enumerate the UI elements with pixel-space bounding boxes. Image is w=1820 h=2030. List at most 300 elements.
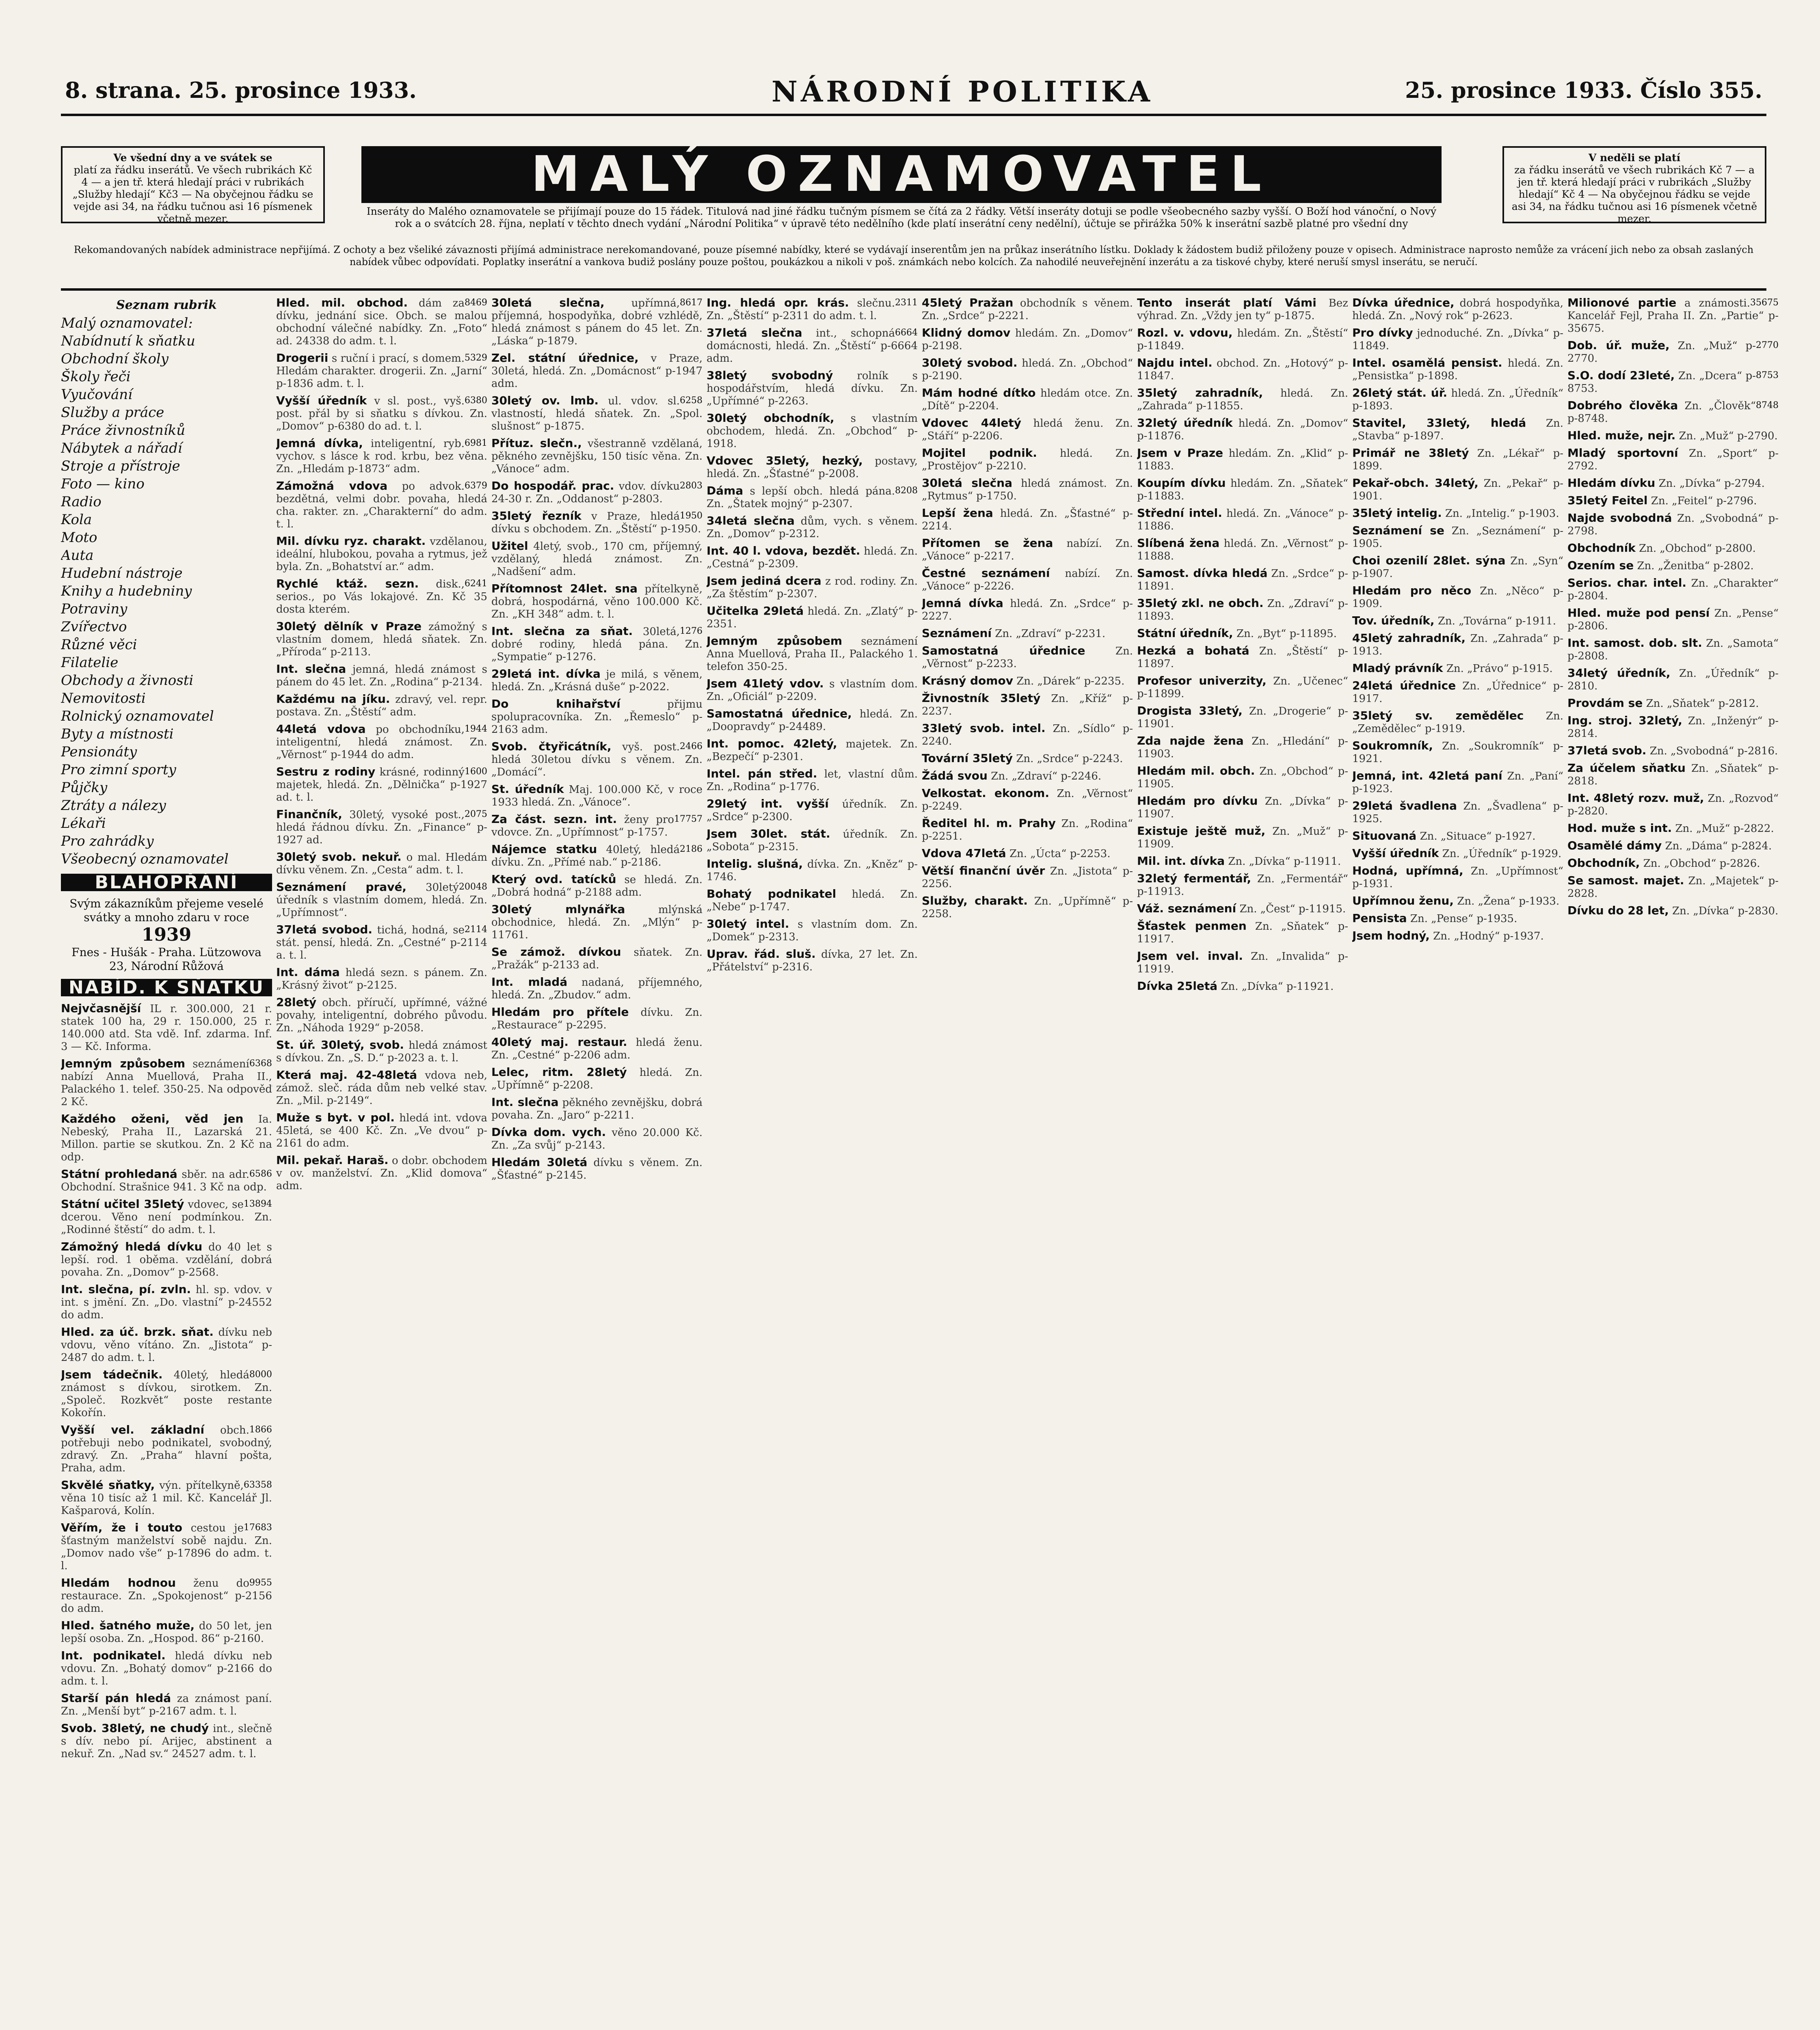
- classified-ad: [61, 1368, 272, 1419]
- classified-ad: [1567, 857, 1779, 870]
- ad-headline: Pro dívky: [1352, 326, 1413, 339]
- classified-ad: [276, 577, 487, 616]
- section-banner: MALÝ OZNAMOVATEL: [361, 146, 1442, 203]
- ad-text: vdova neb, zámož. sleč. ráda dům neb velké stav. Zn. „Mil. p-2149“.: [276, 1069, 487, 1107]
- page-header: [61, 69, 1766, 114]
- ad-text: 30letý, vysoké post., hledá řádnou dívku. Zn. „Finance“ p-1927 ad.: [276, 809, 487, 846]
- classified-ad: [707, 737, 918, 763]
- ad-text: hledá. Zn. „Úředník“ p-1893.: [1352, 387, 1563, 412]
- ad-headline: 35letý sv. zemědělec: [1352, 709, 1524, 722]
- left-box-title: Ve všední dny a ve svátek se: [113, 152, 272, 164]
- ad-text: hledám. Zn. „Sňatek“ p-11883.: [1137, 477, 1348, 502]
- ad-headline: Hledám dívku: [1567, 476, 1656, 490]
- ad-headline: Státní učitel 35letý: [61, 1197, 184, 1211]
- ad-text: Zn. „Muž“ p-11909.: [1137, 825, 1348, 850]
- ad-text: 30letý úředník s vlastním domem, hledá. Zn. „Upřímnost“.: [276, 881, 487, 919]
- ad-text: Zn. „Muž“ p-2790.: [1679, 430, 1778, 442]
- classified-ad: [922, 627, 1133, 640]
- classified-ad: [1137, 326, 1348, 352]
- classified-ad: [491, 1096, 702, 1122]
- ad-headline: Za účelem sňatku: [1567, 761, 1686, 775]
- ad-text: Zn. „Dívka“ p-2830.: [1672, 905, 1779, 917]
- classified-ad: [1352, 507, 1563, 520]
- ad-headline: 28letý: [276, 996, 317, 1009]
- classified-ad: [1137, 764, 1348, 790]
- classified-ad: [1352, 912, 1563, 925]
- ad-text: Zn. „Drogerie“ p-11901.: [1137, 705, 1348, 730]
- classified-ad: [1137, 644, 1348, 670]
- ad-headline: Vyšší úředník: [276, 394, 367, 407]
- ad-text: Zn. „Paní“ p-1923.: [1352, 770, 1563, 795]
- ad-text: hledá dívku neb vdovu. Zn. „Bohatý domov“ p-2166 do adm. t. l.: [61, 1650, 272, 1687]
- ad-headline: Státní úředník,: [1137, 626, 1233, 640]
- ad-headline: Přítomnost 24let. sna: [491, 582, 638, 595]
- ad-text: mlýnská obchodnice, hledá. Zn. „Mlýn“ p-11761.: [491, 904, 702, 941]
- ad-number: 6241: [465, 579, 487, 589]
- classified-ad: [1567, 369, 1779, 395]
- ad-column-2: [276, 296, 487, 2030]
- ad-headline: Za část. sezn. int.: [491, 812, 617, 826]
- classified-ad: [1567, 714, 1779, 740]
- ad-headline: Hledám hodnou: [61, 1576, 176, 1589]
- ad-text: výn. přítelkyně, věna 10 tisíc až 1 mil. Kč. Kancelář Jl. Kašparová, Kolín.: [61, 1479, 272, 1517]
- classified-ad: [61, 1423, 272, 1475]
- classified-ad: [491, 698, 702, 736]
- ad-headline: Každého oženi, věd jen: [61, 1112, 244, 1125]
- classified-ad: [707, 544, 918, 570]
- ad-headline: 38letý svobodný: [707, 369, 833, 382]
- rubric-item: Pro zahrádky: [61, 833, 154, 849]
- rubric-item: Potraviny: [61, 601, 128, 617]
- classified-ad: [922, 864, 1133, 890]
- classified-ad: [1567, 744, 1779, 758]
- rubric-item: Obchody a živnosti: [61, 672, 194, 689]
- ad-headline: 35letý zkl. ne obch.: [1137, 596, 1264, 610]
- ad-text: Zn. „Dívka“ p-11911.: [1228, 855, 1341, 868]
- ad-number: 6368: [249, 1058, 272, 1069]
- classified-ad: [922, 769, 1133, 783]
- ad-headline: Int. 48letý rozv. muž,: [1567, 791, 1704, 805]
- ad-text: vyš. post. hledá 30letou dívku s věnem. Zn. „Domácí“.: [491, 741, 702, 778]
- ad-text: hledá. Zn. „Pensistka“ p-1898.: [1352, 357, 1563, 382]
- ad-text: s vlastním dom. Zn. „Domek“ p-2313.: [707, 918, 918, 943]
- ad-column-1: [61, 296, 272, 2030]
- ad-text: za známost paní. Zn. „Menší byt“ p-2167 adm. t. l.: [61, 1693, 272, 1717]
- ad-text: hledá známost. Zn. „Rytmus“ p-1750.: [922, 477, 1133, 502]
- ad-text: Bez výhrad. Zn. „Vždy jen ty“ p-1875.: [1137, 297, 1348, 322]
- ad-headline: Velkostat. ekonom.: [922, 786, 1049, 800]
- ad-number: 6258: [680, 395, 702, 406]
- classified-ad: [707, 767, 918, 793]
- classified-ad: [707, 918, 918, 944]
- classified-ad: [922, 387, 1133, 412]
- ad-text: hledá. Zn. „Obchod“ p-2190.: [922, 357, 1133, 382]
- ad-headline: Tento inserát platí Vámi: [1137, 296, 1316, 309]
- rubric-item: Obchodní školy: [61, 351, 169, 367]
- ad-number: 8617: [680, 298, 702, 308]
- ad-text: Zn. „Dcera“ p-8753.: [1567, 370, 1756, 395]
- ad-headline: Int. mladá: [491, 975, 568, 989]
- classified-ad: [707, 574, 918, 600]
- ad-headline: Jsem vel. inval.: [1137, 949, 1243, 963]
- ad-headline: Klidný domov: [922, 326, 1011, 339]
- ad-text: Zn. „Srdce“ p-2243.: [1016, 753, 1123, 765]
- classified-ad: [1567, 839, 1779, 853]
- ad-text: Zn. „Zahrada“ p-1913.: [1352, 633, 1563, 657]
- classified-ad: [491, 903, 702, 942]
- ad-text: Zn. „Invalida“ p-11919.: [1137, 950, 1348, 975]
- classified-ad: [276, 296, 487, 348]
- classified-ad: [707, 412, 918, 450]
- ad-headline: Zel. státní úřednice,: [491, 351, 639, 365]
- classified-ad: [1567, 792, 1779, 818]
- classified-ad: [491, 1066, 702, 1092]
- classified-ad: [61, 1283, 272, 1322]
- newspaper-title: NÁRODNÍ POLITIKA: [772, 75, 1153, 108]
- newspaper-page: [61, 69, 1779, 2030]
- classified-ad: [491, 946, 702, 972]
- ad-text: Zn. „Hledání“ p-11903.: [1137, 735, 1348, 760]
- ad-text: hledá. Zn. „Domov“ p-11876.: [1137, 417, 1348, 442]
- ad-headline: Jsem 41letý vdov.: [707, 677, 824, 690]
- ad-text: Zn. „Zdraví“ p-2231.: [995, 628, 1106, 640]
- ad-text: pěkného zevnějšku, dobrá povaha. Zn. „Jaro“ p-2211.: [491, 1097, 702, 1121]
- classified-ad: [922, 417, 1133, 443]
- classified-ad: [491, 667, 702, 693]
- left-price-box: [61, 146, 325, 223]
- classified-ad: [1352, 739, 1563, 765]
- classified-ad: [922, 507, 1133, 533]
- ad-text: o dobr. obchodem v ov. manželství. Zn. „Klid domova“ adm.: [276, 1155, 487, 1192]
- ad-number: 2311: [895, 298, 918, 308]
- ad-headline: Finančník,: [276, 808, 342, 821]
- ad-text: 40letý, hledá známost s dívkou, sirotkem. Zn. „Společ. Rozkvět“ poste restante Kokořín.: [61, 1369, 272, 1419]
- right-box-text: za řádku inserátů ve všech rubrikách Kč 7 — a jen tř. která hledají práci v rubrikách „Služby hledají“ Kč 4 — Na obyčejnou řádku se vejde asi 34, na řádku tučnou asi 16 písmenek včetně mezer.: [1511, 164, 1757, 225]
- ad-text: hledá. Zn. „Zlatý“ p-2351.: [707, 605, 918, 630]
- ad-text: nadaná, příjemného, hledá. Zn. „Zbudov.“ adm.: [491, 976, 702, 1001]
- ad-text: Zn. „Syn“ p-1907.: [1352, 555, 1563, 580]
- ad-text: do 40 let s lepší. rod. 1 oběma. vzdělání, dobrá povaha. Zn. „Domov“ p-2568.: [61, 1241, 272, 1278]
- rubric-item: Pensionáty: [61, 744, 137, 760]
- ad-text: ul. vdov. sl. vlastností, hledá sňatek. Zn. „Spol. slušnost“ p-1875.: [491, 395, 702, 432]
- ad-headline: 30letý svob. nekuř.: [276, 850, 402, 864]
- ad-text: Zn. „Inženýr“ p-2814.: [1567, 715, 1779, 740]
- ad-text: všestranně vzdělaná, pěkného zevnějšku, 150 tisíc věna. Zn. „Vánoce“ adm.: [491, 438, 702, 475]
- classified-ad: [1137, 627, 1348, 640]
- left-box-text: platí za řádku inserátů. Ve všech rubrikách Kč 4 — a jen tř. která hledají práci v rubrikách „Služby hledají“ Kč3 — Na obyčejnou řádku se vejde asi 34, na řádku tučnou asi 16 písmenek včetně mezer.: [72, 164, 313, 225]
- classified-ad: [491, 510, 702, 536]
- classified-ad: [1352, 387, 1563, 412]
- rubric-item: Foto — kino: [61, 476, 145, 492]
- ad-headline: Lepší žena: [922, 506, 993, 520]
- ad-text: s ruční i prací, s domem. Hledám charakter. drogerii. Zn. „Jarní“ p-1836 adm. t. l.: [276, 352, 487, 390]
- ad-headline: Samostatná úřednice: [922, 644, 1085, 657]
- classified-ad: [1352, 864, 1563, 890]
- rubric-item: Půjčky: [61, 780, 108, 796]
- ad-headline: 35letý řezník: [491, 509, 581, 523]
- ad-text: Zn. „Pense“ p-1935.: [1410, 913, 1517, 925]
- ad-text: ženy pro vdovce. Zn. „Upřímnost“ p-1757.: [491, 814, 674, 838]
- ad-text: Zn. „Muž“ p-2822.: [1675, 823, 1774, 835]
- ad-headline: Vdovec 44letý: [922, 416, 1021, 430]
- classified-ad: [1352, 632, 1563, 658]
- ad-headline: Služby, charakt.: [922, 894, 1028, 907]
- ad-number: 8469: [465, 298, 487, 308]
- ad-headline: Ing. stroj. 32letý,: [1567, 714, 1682, 727]
- ad-text: Zn. „Obchod“ p-11905.: [1137, 765, 1348, 790]
- ad-text: Zn. „Úředník“ p-1929.: [1442, 848, 1562, 860]
- ad-column-4: [707, 296, 918, 2030]
- ad-number: 1950: [680, 511, 702, 521]
- classified-ad: [1352, 709, 1563, 735]
- classified-ad: [1137, 674, 1348, 700]
- ad-headline: 35letý Feitel: [1567, 494, 1648, 507]
- ad-headline: Samost. dívka hledá: [1137, 566, 1268, 580]
- ad-number: 6380: [465, 395, 487, 406]
- ad-headline: Jemná, int. 42letá paní: [1352, 769, 1502, 782]
- classified-ad: [707, 707, 918, 733]
- ad-headline: Do hospodář. prac.: [491, 479, 614, 492]
- ad-headline: Hledám 30letá: [491, 1155, 588, 1169]
- classified-ad: [1352, 356, 1563, 382]
- ad-text: Zn. „Továrna“ p-1911.: [1437, 615, 1556, 627]
- rubric-item: Nemovitosti: [61, 690, 146, 706]
- ad-headline: 40letý maj. restaur.: [491, 1035, 627, 1049]
- ad-text: Zn. „Stavba“ p-1897.: [1352, 417, 1563, 442]
- ad-text: Zn. „Muž“ p-2770.: [1567, 340, 1756, 365]
- ad-text: Zn. „Majetek“ p-2828.: [1567, 875, 1779, 900]
- classified-ad: [491, 352, 702, 390]
- ad-number: 35675: [1750, 298, 1779, 308]
- ad-headline: Hezká a bohatá: [1137, 644, 1249, 657]
- rubric-item: Nábytek a nářadí: [61, 440, 182, 456]
- classified-ad: [276, 723, 487, 761]
- ad-text: hledá. Zn. „Šťastné“ p-2214.: [922, 508, 1133, 532]
- classified-ad: [1137, 296, 1348, 322]
- ad-headline: Koupím dívku: [1137, 476, 1226, 490]
- banner-subtitle: Inseráty do Malého oznamovatele se přijímají pouze do 15 řádek. Titulová nad jiné řádku tučným písmem se čítá za 2 řádky. Větší inseráty dotuji se podle všeobecného sazby vyšší. O Boží hod vánoční, o Nový rok a o svátcích 28. října, neplatí v těchto dnech vydání „Národní Politika“ v úpravě této nedělního (kde platí inserátní ceny nedělní), účtuje se přirážka 50% k inserátní sazbě platné pro všední dny: [366, 205, 1437, 229]
- ad-headline: Dívka 25letá: [1137, 979, 1218, 993]
- classified-ad: [491, 1156, 702, 1182]
- ad-number: 8748: [1756, 400, 1779, 410]
- classified-ad: [1352, 614, 1563, 628]
- ad-text: Zn. „Člověk“ p-8748.: [1567, 400, 1756, 425]
- classified-ad: [491, 740, 702, 779]
- ad-text: Zn. „Rozvod“ p-2820.: [1567, 793, 1779, 817]
- ad-text: a známosti. Kancelář Fejl, Praha II. Zn. „Partie“ p-35675.: [1567, 297, 1779, 335]
- ad-text: hledá. Zn. „Cestná“ p-2309.: [707, 545, 918, 570]
- ad-headline: Vdova 47letá: [922, 847, 1006, 860]
- ad-text: Zn. „Svobodná“ p-2816.: [1649, 745, 1778, 757]
- ad-headline: Dívku do 28 let,: [1567, 904, 1669, 917]
- ad-headline: Každému na jíku.: [276, 692, 390, 706]
- classified-ad: [61, 1619, 272, 1645]
- ad-headline: Int. dáma: [276, 965, 340, 979]
- classified-ad: [1567, 667, 1779, 693]
- classified-ad: [1352, 769, 1563, 795]
- right-box-title: V neděli se platí: [1588, 152, 1681, 164]
- ad-text: Zn. „Sport“ p-2792.: [1567, 447, 1779, 472]
- ad-text: Zn. „Štěstí“ p-11897.: [1137, 645, 1348, 670]
- ad-text: hledá. Zn. „Zahrada“ p-11855.: [1137, 387, 1348, 412]
- ad-headline: Mám hodné dítko: [922, 386, 1036, 400]
- classified-ad: [1352, 799, 1563, 825]
- classified-ad: [1352, 584, 1563, 610]
- classified-ad: [491, 1006, 702, 1032]
- ad-text: hledá. Zn. „Prostějov“ p-2210.: [922, 447, 1133, 472]
- ad-headline: Větší finanční úvěr: [922, 864, 1045, 877]
- ad-column-8: [1567, 296, 1779, 2030]
- ad-text: hledá ženu. Zn. „Stáří“ p-2206.: [922, 417, 1133, 442]
- ad-headline: Intelig. slušná,: [707, 857, 803, 870]
- ad-text: Zn. „Něco“ p-1909.: [1352, 585, 1563, 610]
- classified-ad: [276, 1154, 487, 1192]
- ad-text: Zn. „Zdraví“ p-11893.: [1137, 598, 1348, 622]
- ad-headline: Mladý sportovní: [1567, 446, 1678, 460]
- ad-headline: Vyšší vel. základní: [61, 1423, 205, 1436]
- classified-ad: [1352, 847, 1563, 860]
- ad-number: 13894: [244, 1199, 272, 1209]
- ad-text: v Praze, hledá dívku s obchodem. Zn. „Štěstí“ p-1950.: [491, 510, 701, 535]
- ad-headline: Najdu intel.: [1137, 356, 1213, 369]
- classified-ad: [1137, 825, 1348, 851]
- ad-text: hledám. Zn. „Štěstí“ p-11849.: [1137, 327, 1348, 352]
- ad-text: Zn. „Sňatek“ p-11917.: [1137, 920, 1348, 945]
- ad-headline: Jsem hodný,: [1352, 929, 1430, 942]
- ad-headline: Zámožná vdova: [276, 479, 388, 492]
- greeting-sign: Fnes - Hušák - Praha. Lützowova 23, Národní Růžová: [71, 946, 262, 973]
- rubric-index: [61, 296, 272, 868]
- ad-headline: Ing. hledá opr. krás.: [707, 296, 849, 309]
- ad-column-5: [922, 296, 1133, 2030]
- ad-text: Ia. Nebeský, Praha II., Lazarská 21. Millon. partie se skutkou. Zn. 2 Kč na odp.: [61, 1113, 272, 1163]
- ad-text: s vlastním obchodem, hledá. Zn. „Obchod“ p-1918.: [707, 412, 918, 450]
- ad-text: Zn. „Učenec“ p-11899.: [1137, 675, 1348, 700]
- ad-number: 1866: [249, 1425, 272, 1435]
- ad-headline: Jsem 30let. stát.: [707, 827, 830, 840]
- ad-headline: 37letá svob.: [1567, 744, 1647, 757]
- classified-ad: [707, 484, 918, 510]
- ad-text: po advok. bezdětná, velmi dobr. povaha, hledá cha. rakter. zn. „Charakterní“ do adm. t. l.: [276, 480, 487, 530]
- ad-text: 4letý, svob., 170 cm, příjemný, vzdělaný, hledá známost. Zn. „Nadšení“ adm.: [491, 540, 702, 578]
- ad-headline: Stavitel, 33letý, hledá: [1352, 416, 1526, 430]
- ad-headline: 32letý fermentář,: [1137, 872, 1252, 885]
- ad-text: dívku s věnem. Zn. „Šťastné“ p-2145.: [491, 1157, 702, 1181]
- rubric-item: Rolnický oznamovatel: [61, 708, 214, 724]
- ad-headline: Hledám mil. obch.: [1137, 764, 1255, 777]
- ad-headline: Hod. muže s int.: [1567, 821, 1672, 835]
- classified-ad: [61, 1168, 272, 1194]
- ad-text: hledá. Zn. „Vánoce“ p-11886.: [1137, 508, 1348, 532]
- ad-text: Zn. „Jistota“ p-2256.: [922, 865, 1133, 890]
- rubric-index-title: Seznam rubrik: [116, 298, 217, 312]
- ad-number: 63358: [244, 1480, 272, 1490]
- classified-ad: [491, 582, 702, 621]
- ad-text: int., slečně s dív. nebo pí. Arijec, abstinent a nekuř. Zn. „Nad sv.“ 24527 adm. t. l.: [61, 1723, 272, 1760]
- ad-text: Zn. „Žena“ p-1933.: [1457, 895, 1560, 907]
- ad-headline: 35letý intelig.: [1352, 506, 1442, 520]
- ad-text: Zn. „Švadlena“ p-1925.: [1352, 800, 1563, 825]
- classified-ad: [1137, 704, 1348, 730]
- ad-headline: Dívka dom. vych.: [491, 1125, 606, 1139]
- ad-headline: 24letá úřednice: [1352, 679, 1456, 692]
- ad-text: Zn. „Zemědělec“ p-1919.: [1352, 710, 1563, 735]
- ad-headline: Čestné seznámení: [922, 566, 1050, 580]
- classified-ad: [61, 1326, 272, 1364]
- ad-headline: 30letý svobod.: [922, 356, 1018, 369]
- ad-headline: Hled. šatného muže,: [61, 1619, 195, 1632]
- classified-ad: [276, 479, 487, 531]
- ad-text: Zn. „Ženitba“ p-2802.: [1637, 560, 1754, 572]
- ad-text: Zn. „Situace“ p-1927.: [1420, 830, 1536, 842]
- classified-ad: [1137, 537, 1348, 563]
- ad-headline: 26letý stát. úř.: [1352, 386, 1448, 400]
- classified-ad: [1137, 387, 1348, 412]
- ad-text: se hledá. Zn. „Dobrá hodná“ p-2188 adm.: [491, 874, 702, 898]
- classified-ad: [1567, 822, 1779, 835]
- ad-text: vdov. dívku 24-30 r. Zn. „Oddanost“ p-2803.: [491, 480, 680, 505]
- ad-headline: Rychlé ktáž. sezn.: [276, 577, 419, 590]
- classified-ad: [276, 923, 487, 962]
- ad-text: Zn. „Srdce“ p-11891.: [1137, 568, 1348, 592]
- ad-headline: Krásný domov: [922, 674, 1013, 687]
- ad-text: dívka. Zn. „Kněz“ p-1746.: [707, 858, 918, 883]
- rubric-item: Hudební nástroje: [61, 565, 183, 581]
- classified-ad: [276, 1111, 487, 1150]
- ad-headline: Dívka úřednice,: [1352, 296, 1455, 309]
- classified-ad: [1567, 697, 1779, 710]
- right-price-box: [1502, 146, 1766, 223]
- classified-ad: [922, 692, 1133, 718]
- ad-headline: Intel. osamělá pensist.: [1352, 356, 1502, 369]
- ad-headline: Soukromník,: [1352, 739, 1433, 752]
- classified-ad: [922, 356, 1133, 382]
- ad-headline: Starší pán hledá: [61, 1691, 171, 1705]
- ad-headline: Dobrého člověka: [1567, 399, 1678, 412]
- ad-headline: Který ovd. tatícků: [491, 872, 616, 886]
- ad-text: Zn. „Dívka“ p-11907.: [1137, 795, 1348, 820]
- ad-text: Zn. „Rodina“ p-2251.: [922, 818, 1133, 842]
- classified-ad: [1137, 855, 1348, 868]
- blahoprani-label: BLAHOPŘÁNÍ: [61, 874, 272, 891]
- classified-ad: [922, 537, 1133, 563]
- classified-ad: [491, 1036, 702, 1062]
- ad-headline: Pensista: [1352, 911, 1407, 925]
- ad-text: hledá. Zn. „Doopravdy“ p-24489.: [707, 708, 918, 733]
- ad-text: majetek. Zn. „Bezpečí“ p-2301.: [707, 738, 918, 763]
- ad-headline: 30letý ov. lmb.: [491, 394, 599, 407]
- ad-text: vzdělanou, ideální, hlubokou, povaha a rytmus, jež byla. Zn. „Bohatství ar.“ adm.: [276, 536, 487, 573]
- ad-number: 6586: [249, 1169, 272, 1179]
- ad-headline: Milionové partie: [1567, 296, 1677, 309]
- ad-text: sběr. na adr. Obchodní. Strašnice 941. 3 Kč na odp.: [61, 1168, 267, 1193]
- greeting-year: 1939: [141, 924, 192, 945]
- ad-number: 2114: [465, 924, 487, 935]
- ad-headline: Jsem jediná dcera: [707, 574, 821, 587]
- ad-headline: Váž. seznámení: [1137, 902, 1236, 915]
- ad-headline: Slíbená žena: [1137, 536, 1220, 550]
- classified-ad: [922, 447, 1133, 473]
- ad-number: 2075: [465, 809, 487, 819]
- ad-text: tichá, hodná, se stát. pensí, hledá. Zn. „Cestné“ p-2114 a. t. l.: [276, 924, 487, 961]
- classified-ad: [491, 873, 702, 899]
- classified-ad: [707, 296, 918, 322]
- ad-headline: 29letý int. vyšší: [707, 797, 829, 810]
- ad-text: v Praze, 30letá, hledá. Zn. „Domácnost“ p-1947 adm.: [491, 352, 702, 390]
- ad-headline: Skvělé sňatky,: [61, 1478, 155, 1492]
- ad-text: Zn. „Upřímnost“ p-1931.: [1352, 865, 1563, 890]
- ad-number: 5329: [465, 353, 487, 363]
